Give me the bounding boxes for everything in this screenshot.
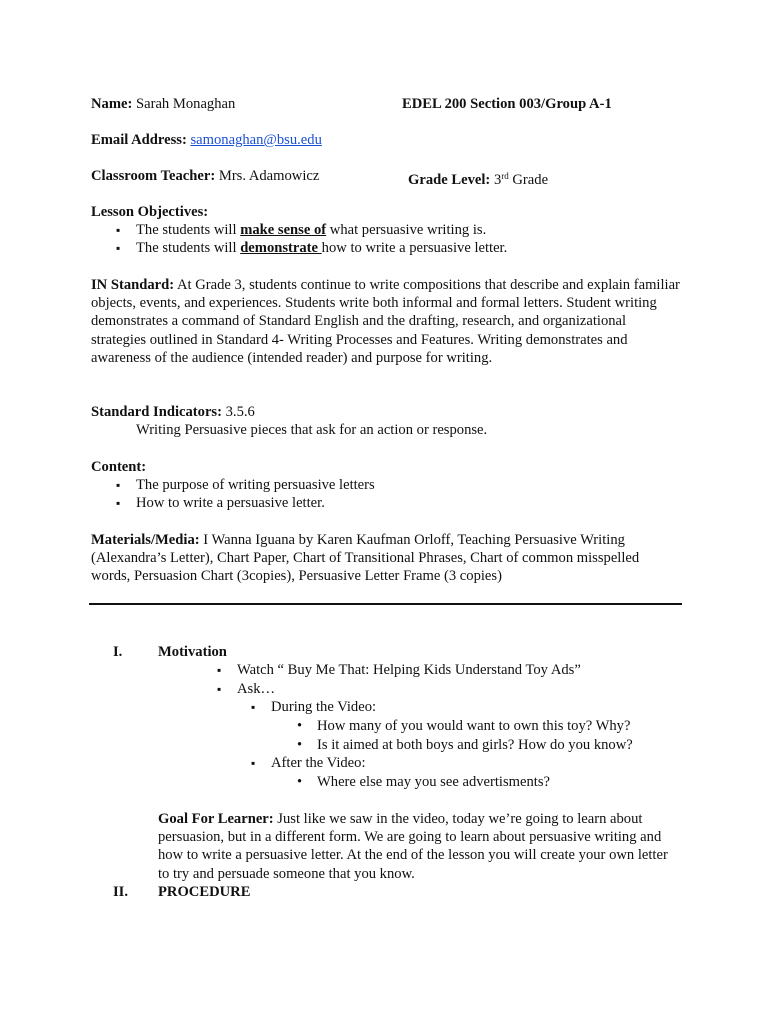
grade-sup: rd <box>501 171 509 181</box>
indicators-line <box>91 403 255 421</box>
in-standard-paragraph <box>91 276 681 367</box>
objective-text: The students will <box>136 240 241 256</box>
objective-text: how to write a persuasive letter. <box>321 240 508 256</box>
email-link[interactable]: samonaghan@bsu.edu <box>190 132 322 148</box>
grade-word: Grade <box>512 172 549 188</box>
divider <box>89 603 682 605</box>
objective-text: what persuasive writing is. <box>326 222 487 238</box>
grade-label: Grade Level: <box>408 172 491 188</box>
grade-num: 3 <box>493 172 502 188</box>
materials-paragraph <box>91 531 681 586</box>
ask-item: ▪ Ask… <box>237 680 275 698</box>
objective-item <box>136 221 486 239</box>
course-section: EDEL 200 Section 003/Group A-1 <box>402 96 612 112</box>
email-line <box>91 131 322 149</box>
during-item: ▪ During the Video: <box>271 698 376 716</box>
question-item: • Is it aimed at both boys and girls? How do you know? <box>317 736 633 754</box>
name-line <box>91 95 235 113</box>
objectives-heading: Lesson Objectives: <box>91 204 209 220</box>
indicators-text: Writing Persuasive pieces that ask for an action or response. <box>136 422 488 438</box>
content-item: ▪ The purpose of writing persuasive letters <box>136 476 375 494</box>
materials-text: I Wanna Iguana by Karen Kaufman Orloff, Teaching Persuasive Writing (Alexandra’s Letter), Chart Paper, Chart of Transitional Phrases, Chart of common misspelled words, Persuasion Chart (3copies), Persuasive Letter Frame (3 copies) <box>91 532 640 585</box>
teacher-value: Mrs. Adamowicz <box>218 168 320 184</box>
teacher-line <box>91 167 319 185</box>
content-item: ▪ How to write a persuasive letter. <box>136 494 325 512</box>
section-title-motivation: Motivation <box>158 644 227 660</box>
question-item: • How many of you would want to own this toy? Why? <box>317 717 630 735</box>
content-heading: Content: <box>91 459 147 475</box>
name-label: Name: <box>91 96 133 112</box>
email-label: Email Address: <box>91 132 187 148</box>
objective-text: The students will <box>136 222 241 238</box>
goal-paragraph <box>158 810 682 883</box>
watch-item: ▪ Watch “ Buy Me That: Helping Kids Understand Toy Ads” <box>237 661 581 679</box>
goal-text: Just like we saw in the video, today we’re going to learn about persuasion, but in a different form. We are going to learn about persuasive writing and how to write a persuasive letter. At the end of the lesson you will create your own letter to try and persuade someone that you know. <box>158 811 668 882</box>
after-item: ▪ After the Video: <box>271 754 366 772</box>
in-standard-label: IN Standard: <box>91 277 175 293</box>
objective-emphasis: make sense of <box>240 222 327 238</box>
goal-label: Goal For Learner: <box>158 811 274 827</box>
indicators-label: Standard Indicators: <box>91 404 222 420</box>
section-number-1: I. <box>113 644 123 660</box>
objective-emphasis: demonstrate <box>240 240 322 256</box>
teacher-label: Classroom Teacher: <box>91 168 216 184</box>
materials-label: Materials/Media: <box>91 532 200 548</box>
section-number-2: II. <box>113 884 129 900</box>
section-title-procedure: PROCEDURE <box>158 884 251 900</box>
in-standard-text: At Grade 3, students continue to write compositions that describe and explain familiar objects, events, and experiences. Students write both informal and formal letters. Student writing demonstrates a command of Standard English and the drafting, research, and organizational strategies outlined in Standard 4- Writing Processes and Features. Writing demonstrates and awareness of the audience (intended reader) and purpose for writing. <box>91 277 680 366</box>
name-value: Sarah Monaghan <box>136 96 236 112</box>
indicators-code: 3.5.6 <box>225 404 255 420</box>
question-item: • Where else may you see advertisments? <box>317 773 550 791</box>
grade-line <box>408 167 548 189</box>
objective-item <box>136 239 507 257</box>
